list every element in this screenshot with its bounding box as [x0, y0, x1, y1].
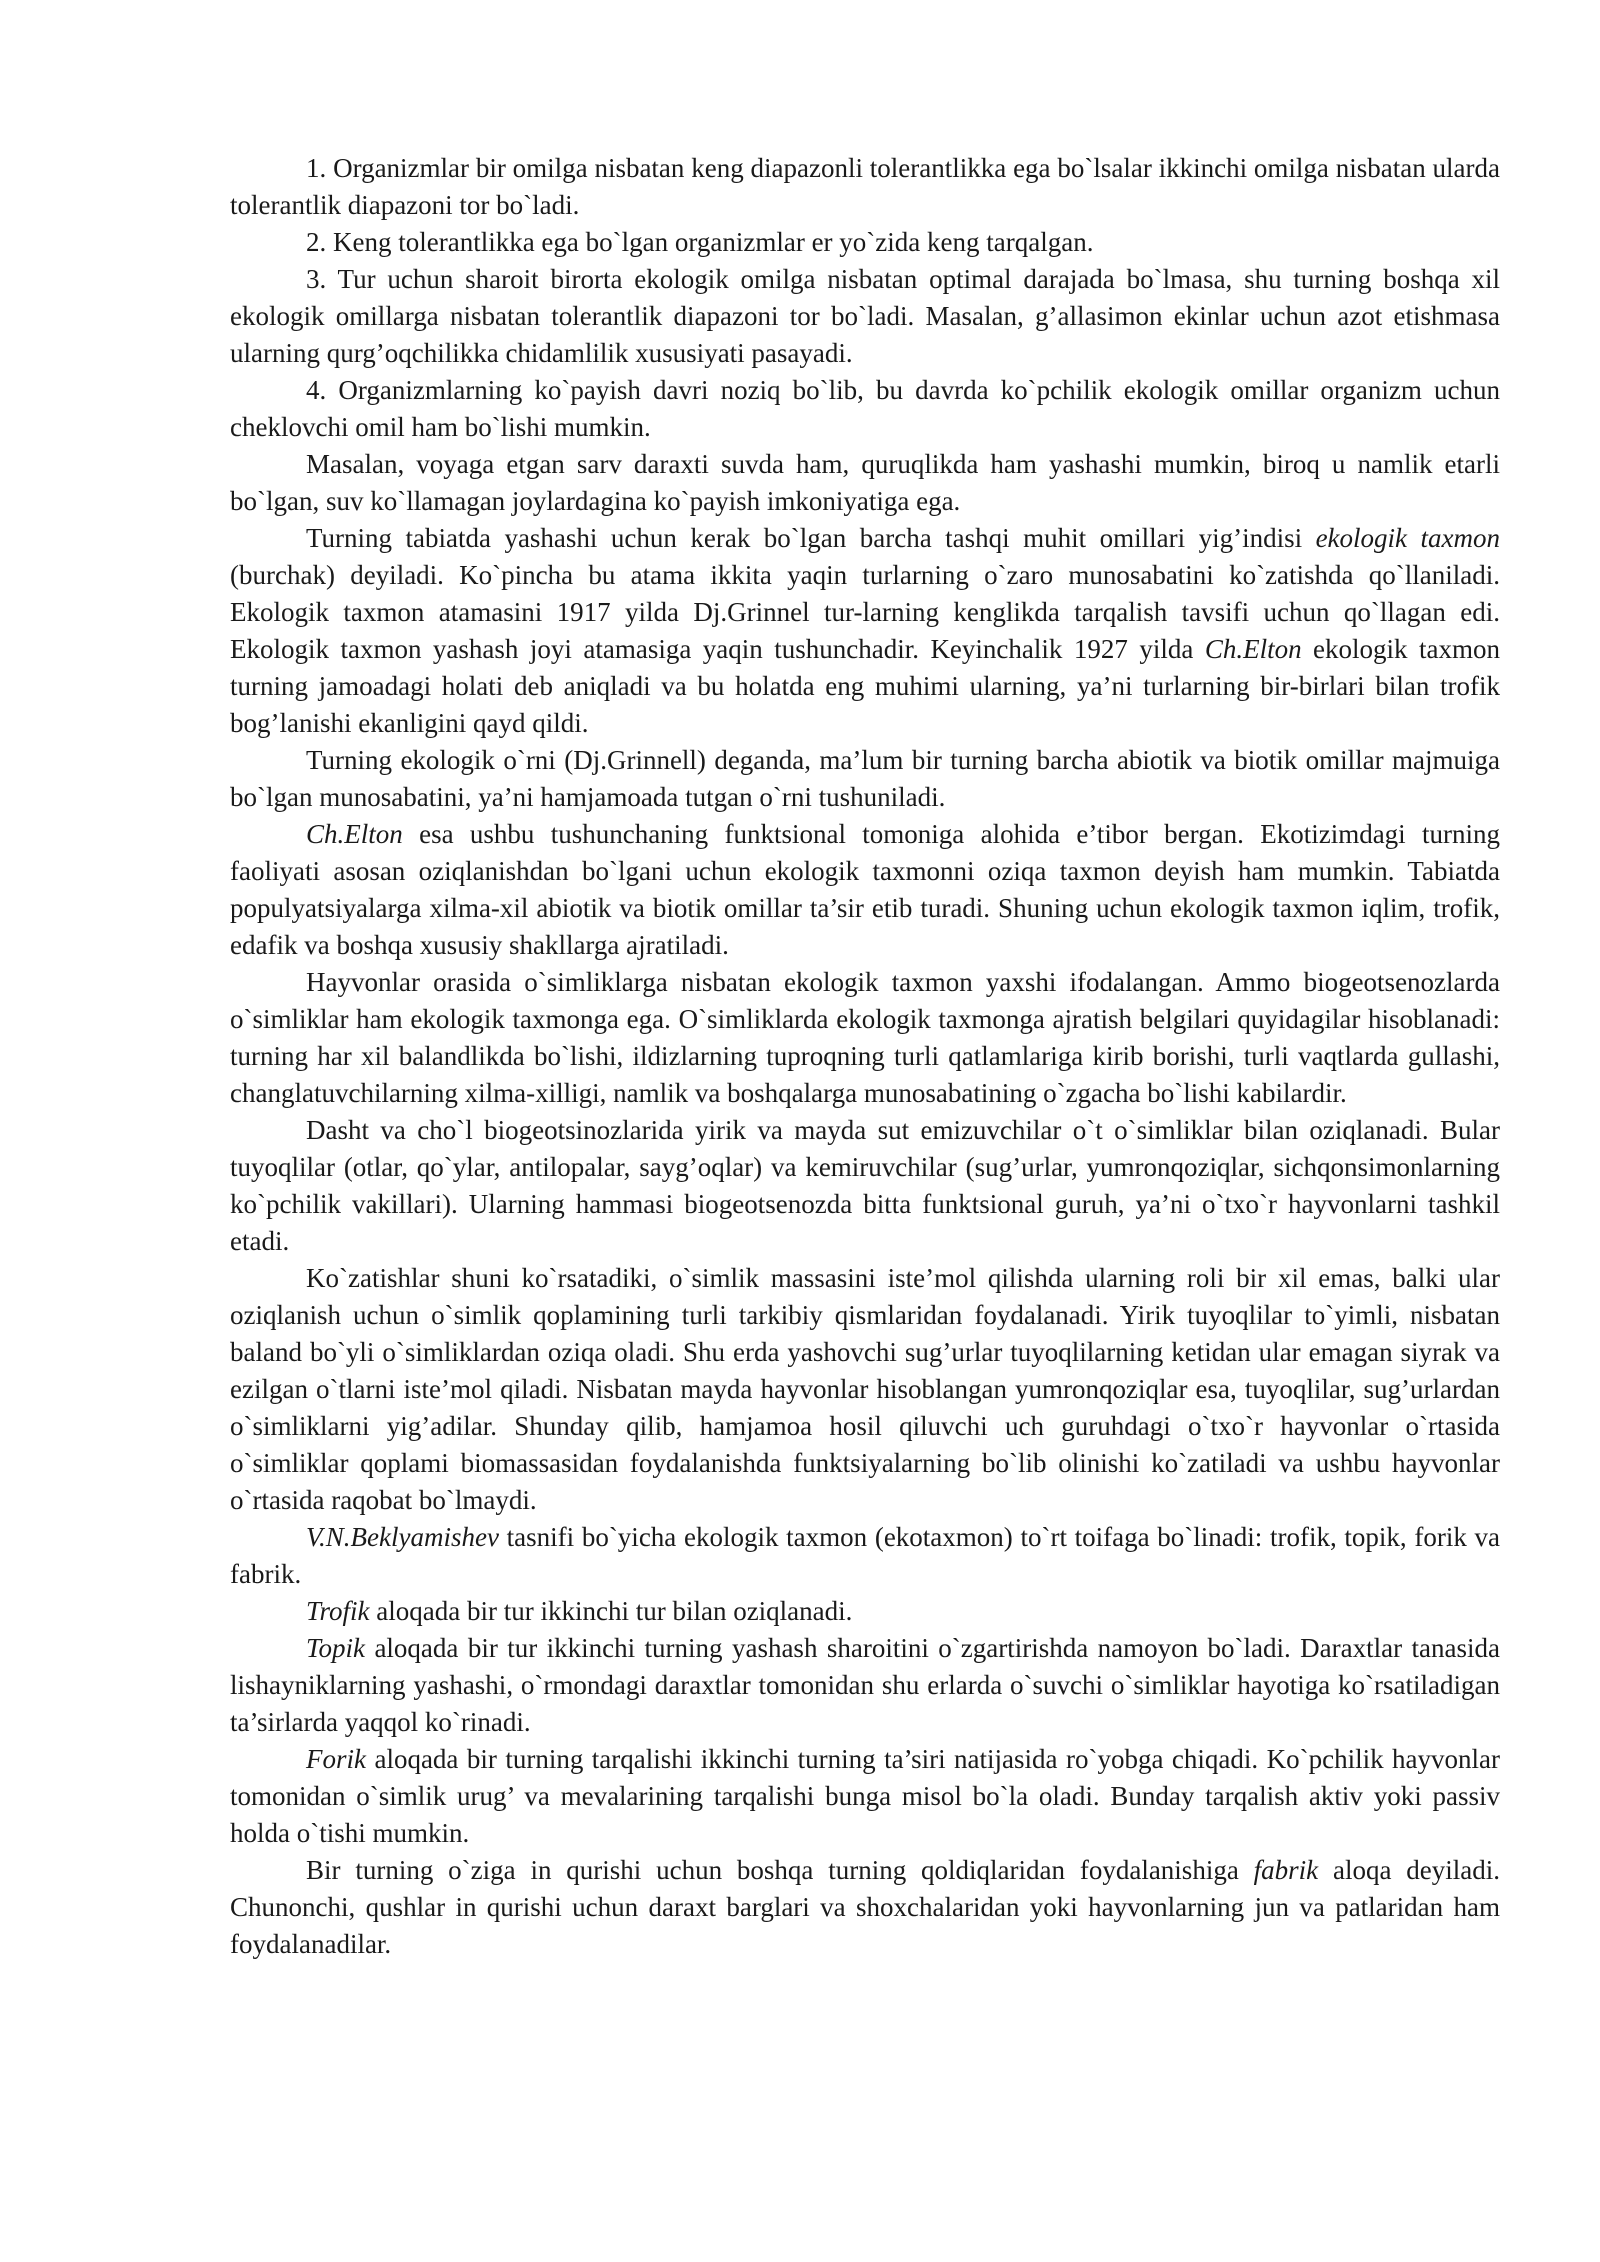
text-run: Masalan, voyaga etgan sarv daraxti suvda ham, quruqlikda ham yashashi mumkin, biroq u namlik etarli bo`lgan, suv ko`llamagan joylardagina ko`payish imkoniyatiga ega. [230, 449, 1500, 516]
italic-term: Forik [306, 1744, 366, 1774]
text-run: ekologik taxmon turning jamoadagi holati deb aniqladi va bu holatda eng muhimi ularning, ya’ni turlarning bir-birlari bilan trofik bog’lanishi ekanligini qayd qildi. [230, 634, 1500, 738]
text-run: 1. Organizmlar bir omilga nisbatan keng diapazonli tolerantlikka ega bo`lsalar ikkinchi omilga nisbatan ularda tolerantlik diapazoni tor bo`ladi. [230, 153, 1500, 220]
body-paragraph [230, 520, 1500, 742]
text-run: aloqa deyiladi. Chunonchi, qushlar in qurishi uchun daraxt barglari va shoxchalaridan yoki hayvonlarning jun va patlaridan ham foydalanadilar. [230, 1855, 1500, 1959]
italic-term: Trofik [306, 1596, 370, 1626]
text-run: 4. Organizmlarning ko`payish davri noziq bo`lib, bu davrda ko`pchilik ekologik omillar organizm uchun cheklovchi omil ham bo`lishi mumkin. [230, 375, 1500, 442]
text-run: aloqada bir tur ikkinchi turning yashash sharoitini o`zgartirishda namoyon bo`ladi. Daraxtlar tanasida lishayniklarning yashashi, o`rmondagi daraxtlar tomonidan shu erlarda o`suvchi o`simliklar hayotiga ko`rsatiladigan ta’sirlarda yaqqol ko`rinadi. [230, 1633, 1500, 1737]
body-paragraph [230, 816, 1500, 964]
text-run: 3. Tur uchun sharoit birorta ekologik omilga nisbatan optimal darajada bo`lmasa, shu turning boshqa xil ekologik omillarga nisbatan tolerantlik diapazoni tor bo`ladi. Masalan, g’allasimon ekinlar uchun azot etishmasa ularning qurg’oqchilikka chidamlilik xususiyati pasayadi. [230, 264, 1500, 368]
body-paragraph [230, 1593, 1500, 1630]
text-run: tasnifi bo`yicha ekologik taxmon (ekotaxmon) to`rt toifaga bo`linadi: trofik, topik, forik va fabrik. [230, 1522, 1500, 1589]
text-run: esa ushbu tushunchaning funktsional tomoniga alohida e’tibor bergan. Ekotizimdagi turning faoliyati asosan oziqlanishdan bo`lgani uchun ekologik taxmonni oziqa taxmon deyish ham mumkin. Tabiatda populyatsiyalarga xilma-xil abiotik va biotik omillar ta’sir etib turadi. Shuning uchun ekologik taxmon iqlim, trofik, edafik va boshqa xususiy shakllarga ajratiladi. [230, 819, 1500, 960]
text-run: Turning ekologik o`rni (Dj.Grinnell) deganda, ma’lum bir turning barcha abiotik va biotik omillar majmuiga bo`lgan munosabatini, ya’ni hamjamoada tutgan o`rni tushuniladi. [230, 745, 1500, 812]
italic-term: Topik [306, 1633, 366, 1663]
text-run: aloqada bir tur ikkinchi tur bilan oziqlanadi. [369, 1596, 853, 1626]
text-run: Bir turning o`ziga in qurishi uchun boshqa turning qoldiqlaridan foydalanishiga [306, 1855, 1254, 1885]
body-paragraph [230, 1852, 1500, 1963]
text-run: aloqada bir turning tarqalishi ikkinchi turning ta’siri natijasida ro`yobga chiqadi. Ko`pchilik hayvonlar tomonidan o`simlik urug’ va mevalarining tarqalishi bunga misol bo`la oladi. Bunday tarqalish aktiv yoki passiv holda o`tishi mumkin. [230, 1744, 1500, 1848]
body-paragraph [230, 224, 1500, 261]
text-run: 2. Keng tolerantlikka ega bo`lgan organizmlar er yo`zida keng tarqalgan. [306, 227, 1094, 257]
body-paragraph [230, 1260, 1500, 1519]
italic-term: fabrik [1253, 1855, 1319, 1885]
body-paragraph [230, 446, 1500, 520]
body-paragraph [230, 742, 1500, 816]
text-run: Hayvonlar orasida o`simliklarga nisbatan ekologik taxmon yaxshi ifodalangan. Ammo biogeotsenozlarda o`simliklar ham ekologik taxmonga ega. O`simliklarda ekologik taxmonga ajratish belgilari quyidagilar hisoblanadi: turning har xil balandlikda bo`lishi, ildizlarning tuproqning turli qatlamlariga kirib borishi, turli vaqtlarda gullashi, changlatuvchilarning xilma-xilligi, namlik va boshqalarga munosabatining o`zgacha bo`lishi kabilardir. [230, 967, 1500, 1108]
text-run: Turning tabiatda yashashi uchun kerak bo`lgan barcha tashqi muhit omillari yig’indisi [306, 523, 1316, 553]
italic-term: V.N.Beklyamishev [306, 1522, 499, 1552]
body-paragraph [230, 1630, 1500, 1741]
body-paragraph [230, 1519, 1500, 1593]
body-paragraph [230, 1112, 1500, 1260]
body-paragraph [230, 261, 1500, 372]
text-run: (burchak) deyiladi. Ko`pincha bu atama ikkita yaqin turlarning o`zaro munosabatini ko`zatishda qo`llaniladi. Ekologik taxmon atamasini 1917 yilda Dj.Grinnel tur-larning kenglikda tarqalish tavsifi uchun qo`llagan edi. Ekologik taxmon yashash joyi atamasiga yaqin tushunchadir. Keyinchalik 1927 yilda [230, 560, 1500, 664]
body-paragraph [230, 964, 1500, 1112]
body-paragraph [230, 1741, 1500, 1852]
italic-term: ekologik taxmon [1315, 523, 1500, 553]
body-paragraph [230, 372, 1500, 446]
italic-term: Ch.Elton [1204, 634, 1302, 664]
text-run: Dasht va cho`l biogeotsinozlarida yirik va mayda sut emizuvchilar o`t o`simliklar bilan oziqlanadi. Bular tuyoqlilar (otlar, qo`ylar, antilopalar, sayg’oqlar) va kemiruvchilar (sug’urlar, yumronqoziqlar, sichqonsimonlarning ko`pchilik vakillari). Ularning hammasi biogeotsenozda bitta funktsional guruh, ya’ni o`txo`r hayvonlarni tashkil etadi. [230, 1115, 1500, 1256]
italic-term: Ch.Elton [306, 819, 403, 849]
document-page [230, 150, 1500, 1963]
body-paragraph [230, 150, 1500, 224]
text-run: Ko`zatishlar shuni ko`rsatadiki, o`simlik massasini iste’mol qilishda ularning roli bir xil emas, balki ular oziqlanish uchun o`simlik qoplamining turli tarkibiy qismlaridan foydalanadi. Yirik tuyoqlilar to`yimli, nisbatan baland bo`yli o`simliklardan oziqa oladi. Shu erda yashovchi sug’urlar tuyoqlilarning ketidan ular emagan siyrak va ezilgan o`tlarni iste’mol qiladi. Nisbatan mayda hayvonlar hisoblangan yumronqoziqlar esa, tuyoqlilar, sug’urlardan o`simliklarni yig’adilar. Shunday qilib, hamjamoa hosil qiluvchi uch guruhdagi o`txo`r hayvonlar o`rtasida o`simliklar qoplami biomassasidan foydalanishda funktsiyalarning bo`lib olinishi ko`zatiladi va ushbu hayvonlar o`rtasida raqobat bo`lmaydi. [230, 1263, 1500, 1515]
